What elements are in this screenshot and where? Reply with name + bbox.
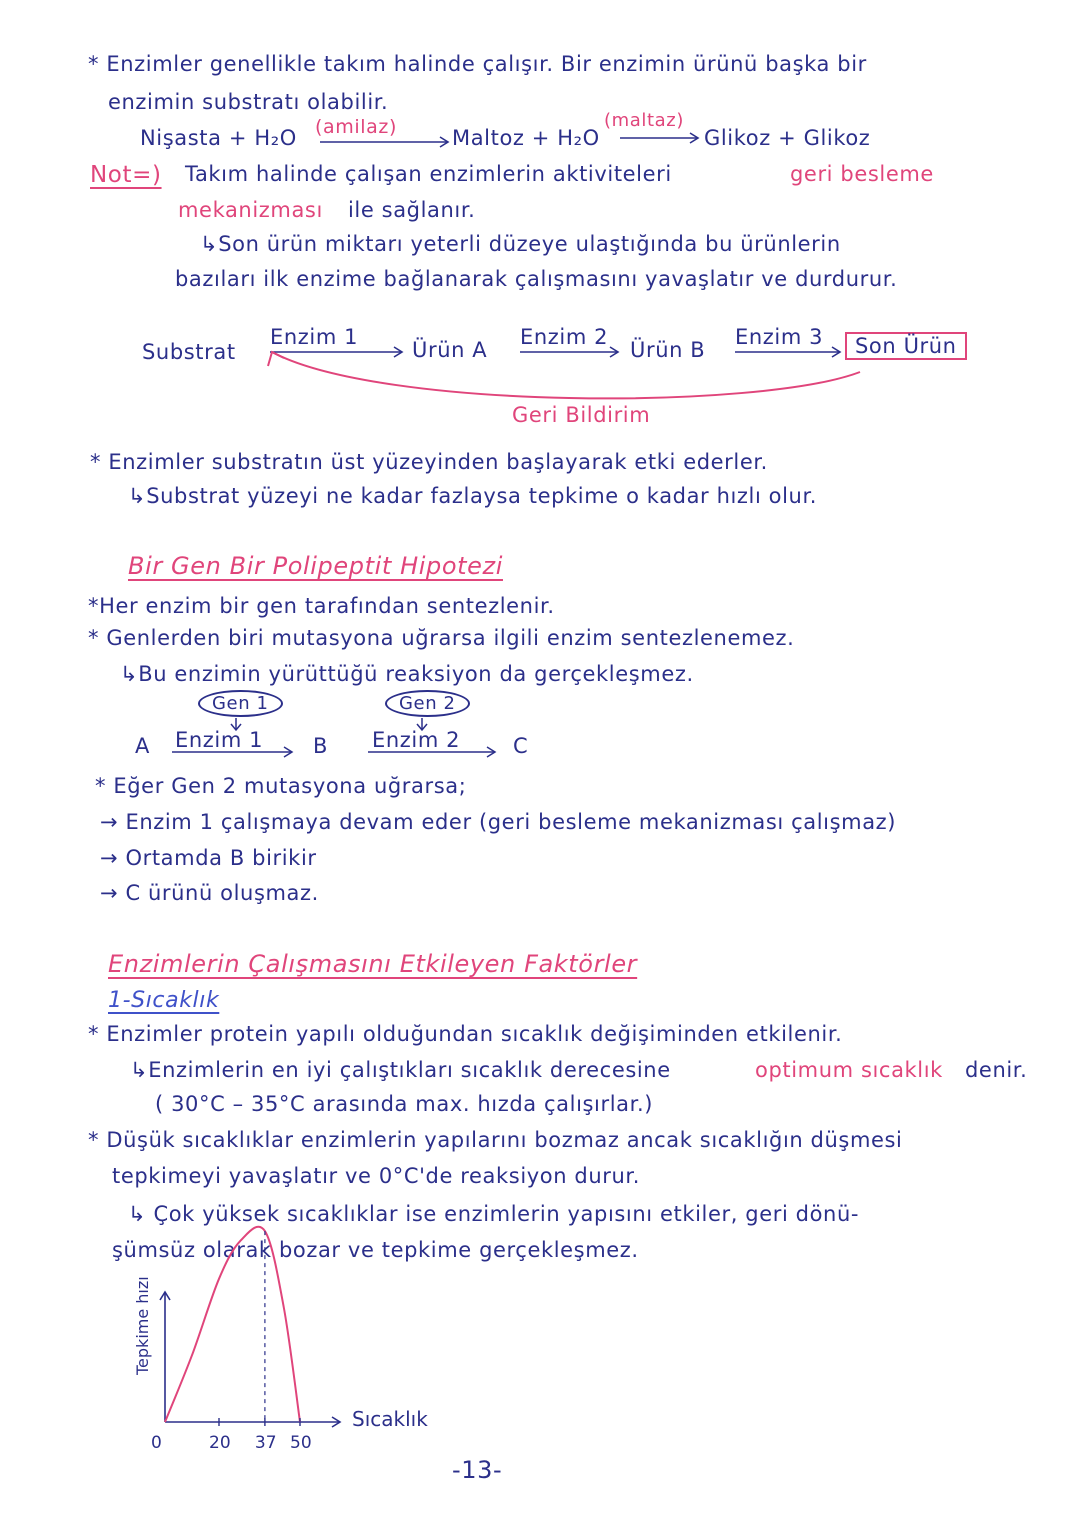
y-axis-label: Tepkime hızı	[133, 1276, 152, 1375]
text-line: ↳Son ürün miktarı yeterli düzeye ulaştığında bu ürünlerin	[200, 232, 841, 256]
feedback-label: Geri Bildirim	[512, 403, 651, 427]
pathway-urun-b: Ürün B	[630, 338, 706, 362]
text-line: ↳Bu enzimin yürüttüğü reaksiyon da gerçekleşmez.	[120, 662, 694, 686]
note-label: Not=)	[90, 162, 162, 188]
text-line: → Ortamda B birikir	[100, 846, 317, 870]
x-axis-label: Sıcaklık	[352, 1407, 428, 1431]
text-line: denir.	[965, 1058, 1028, 1082]
pathway-substrat: Substrat	[142, 340, 236, 364]
subsection-heading: 1-Sıcaklık	[108, 988, 220, 1013]
text-line: *Her enzim bir gen tarafından sentezlenir.	[88, 594, 555, 618]
text-line: * Eğer Gen 2 mutasyona uğrarsa;	[95, 774, 467, 798]
note-highlight: geri besleme	[790, 162, 934, 186]
section-heading: Bir Gen Bir Polipeptit Hipotezi	[128, 552, 503, 580]
gene-2-oval: Gen 2	[385, 690, 470, 717]
optimum-highlight: optimum sıcaklık	[755, 1058, 943, 1082]
gene-enzim-1: Enzim 1	[175, 728, 264, 752]
text-line: şümsüz olarak bozar ve tepkime gerçekleşmez.	[112, 1238, 639, 1262]
x-tick-label: 20	[209, 1433, 231, 1453]
note-highlight: mekanizması	[178, 198, 323, 222]
note-text: Takım halinde çalışan enzimlerin aktiviteleri	[185, 162, 672, 186]
text-line: * Genlerden biri mutasyona uğrarsa ilgili enzim sentezlenemez.	[88, 626, 795, 650]
pathway-enzim-3: Enzim 3	[735, 325, 824, 349]
text-line: → Enzim 1 çalışmaya devam eder (geri besleme mekanizması çalışmaz)	[100, 810, 897, 834]
enzyme-label-amilaz: (amilaz)	[315, 116, 397, 138]
text-line: * Enzimler protein yapılı olduğundan sıcaklık değişiminden etkilenir.	[88, 1022, 843, 1046]
text-line: * Enzimler substratın üst yüzeyinden başlayarak etki ederler.	[90, 450, 768, 474]
pathway-urun-a: Ürün A	[412, 338, 488, 362]
pathway-son-urun: Son Ürün	[845, 332, 967, 360]
pathway-enzim-2: Enzim 2	[520, 325, 609, 349]
page-number: -13-	[452, 1456, 503, 1484]
text-line: ( 30°C – 35°C arasında max. hızda çalışırlar.)	[155, 1092, 654, 1116]
text-line: → C ürünü oluşmaz.	[100, 881, 319, 905]
metabolite-c: C	[513, 734, 529, 758]
text-line: ↳Substrat yüzeyi ne kadar fazlaysa tepkime o kadar hızlı olur.	[128, 484, 818, 508]
text-line: ↳Enzimlerin en iyi çalıştıkları sıcaklık derecesine	[130, 1058, 671, 1082]
text-line: enzimin substratı olabilir.	[108, 90, 389, 114]
section-heading: Enzimlerin Çalışmasını Etkileyen Faktörler	[108, 950, 638, 978]
enzyme-label-maltaz: (maltaz)	[604, 110, 684, 131]
text-line: * Düşük sıcaklıklar enzimlerin yapılarını bozmaz ancak sıcaklığın düşmesi	[88, 1128, 903, 1152]
gene-enzim-2: Enzim 2	[372, 728, 461, 752]
pathway-enzim-1: Enzim 1	[270, 325, 359, 349]
metabolite-a: A	[135, 734, 150, 758]
equation-reactants: Nişasta + H₂O	[140, 126, 297, 150]
equation-intermediate: Maltoz + H₂O	[452, 126, 600, 150]
text-line: bazıları ilk enzime bağlanarak çalışmasını yavaşlatır ve durdurur.	[175, 267, 898, 291]
x-tick-label: 0	[151, 1433, 162, 1453]
text-line: tepkimeyi yavaşlatır ve 0°C'de reaksiyon durur.	[112, 1164, 640, 1188]
x-tick-label: 50	[290, 1433, 312, 1453]
x-tick-label: 37	[254, 1433, 277, 1453]
note-text: ile sağlanır.	[348, 198, 476, 222]
text-line: ↳ Çok yüksek sıcaklıklar ise enzimlerin yapısını etkiler, geri dönü-	[128, 1202, 860, 1226]
reaction-rate-curve	[165, 1227, 300, 1422]
gene-1-oval: Gen 1	[198, 690, 283, 717]
metabolite-b: B	[313, 734, 329, 758]
equation-products: Glikoz + Glikoz	[704, 126, 871, 150]
text-line: * Enzimler genellikle takım halinde çalışır. Bir enzimin ürünü başka bir	[88, 52, 867, 76]
